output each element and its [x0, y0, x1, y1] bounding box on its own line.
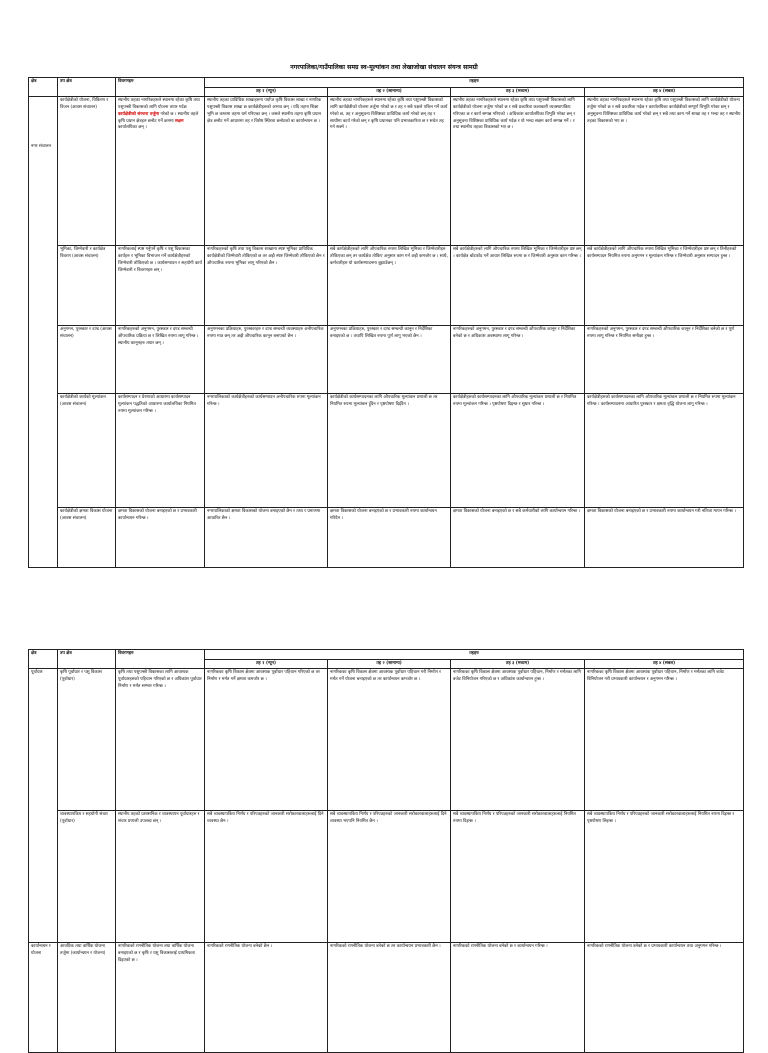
level-3-cell: कार्यक्षेत्रीहरुको कार्यसम्पादनका लागि औपचारिक मूल्यांकन प्रणाली छ र नियमित रुपमा मूल्यांकन गरिन्छ । पृष्ठपोषण दिइन्छ र सुधार गरिन्छ । — [451, 394, 585, 508]
level-2-cell: स्थानीय तहका नागरिकहरुले स्थानमा रहेका कृषि तथा पशुपन्छी विकासको लागि कार्यक्षेत्रीको योजना तर्जुमा गरेको छ र तह र सबै पक्षले एकिन गर्ने कार्य गरेको छ, तह र अनुसूचना विशिष्टका प्राविधिक कार्य गरेको छन् तह र साथीमा कार्य गरेको छन् र कृषि प्रधानका पनि प्रभावकारिता छ र सचेत तह गर्न सक्ने । — [328, 97, 451, 246]
level-1-cell: नागरिकको रणनीतिक योजना बनेको छैन । — [205, 943, 328, 1053]
sub-area-cell: भूमिका, जिम्मेवारी र कार्यक्षेत्र विवरण (आवस संचालन) — [58, 246, 116, 326]
header-level-1: तह १ (न्यून) — [205, 659, 328, 669]
table-row — [29, 811, 744, 943]
sub-area-cell: अनुगमन, पुरस्कार र दण्ड (आवस संचालन) — [58, 326, 116, 394]
description-cell: नागरिकलाई स्पष्ट गर्नुपर्ने कृषि र पशु विकासका कार्यहरु र भूमिका विभाजन गर्ने कार्यक्षेत्रीहरुको जिम्मेवारी तोकिएको छ । कार्यसम्पादन र सहयोगी कार्य जिम्मेवारी र विवरणहरु छन् । — [116, 246, 205, 326]
header-level-2: तह २ (सामान्य) — [328, 659, 451, 669]
level-3-cell: सबै कार्यक्षेत्रीहरुको लागि औपचारिक रुपमा लिखित भूमिका र जिम्मेवारीहरु प्रष्ट छन् । कार्यक्षेत्र बाँडफाँड गर्ने आधार लिखित रुपमा छ र जिम्मेवारी अनुसार काम गरिन्छ । — [451, 246, 585, 326]
header-level-1: तह १ (न्यून) — [205, 87, 328, 97]
table-row — [29, 246, 744, 326]
header-area: क्षेत्र — [29, 78, 58, 97]
level-3-cell: नागरिकहरुको अनुगमन, पुरस्कार र दण्ड सम्बन्धी औपचारिक कानून र निर्देशिका बनेको छ र अधिकांश अवस्थामा लागू गरिन्छ । — [451, 326, 585, 394]
header-level-4: तह ४ (सबल) — [585, 659, 744, 669]
header-level-3: तह ३ (मध्यम) — [451, 87, 585, 97]
area-cell: कार्यान्वयन र योजना — [29, 943, 58, 1053]
description-highlight: कार्यक्षेत्रीको संरचना तर्जुमा — [118, 111, 160, 117]
description-cell: कृषि तथा पशुपन्छी विकासका लागि आवश्यक पूर्वाधारहरुको पहिचान गरिएको छ र अधिकांश पूर्वाधार निर्माण र मर्मत सम्भार गरिन्छ । — [116, 669, 205, 811]
level-3-cell: सबै व्यवस्थापकिय निर्णय र परिपत्रहरुको जानकारी सरोकारवालाहरुलाई नियमित रुपमा दिइन्छ । — [451, 811, 585, 943]
level-1-cell: नगरपालिकाको क्षमता विकासको योजना बनाइएको छैन र तथ्य र प्रमाणमा आधारित छैन । — [205, 508, 328, 568]
level-2-cell: सबै कार्यक्षेत्रीहरुको लागि औपचारिक रुपमा लिखित भूमिका र जिम्मेवारीहरु तोकिएका छन् तर कार्यक्षेत्र तोकिए अनुसार काम गर्न अझै कमजोर छ । साथै, कर्मचारीहरु यो कार्यसम्पादनमा बुझाउँछन् । — [328, 246, 451, 326]
area-cell: पूर्वाधार — [29, 669, 58, 943]
description-text: स्थानीय तहका नागरिकहरुले स्थानमा रहेका कृषि तथा पशुपन्छी विकासको लागि योजना तयार गर्दछ — [118, 98, 200, 111]
header-row — [29, 650, 744, 660]
description-cell: कार्यसम्पादन र प्रेरणाको आधारमा कार्यसम्पादन मूल्यांकन पद्धतिको आधारमा कार्यालयिका नियमित रुपमा मूल्यांकन गरिन्छ । — [116, 394, 205, 508]
sub-area-cell: कार्यक्षेत्रीको क्षमता विकास योजना (आवस संचालन) — [58, 508, 116, 568]
sub-area-cell: कार्यक्षेत्रीको कार्यको मूल्यांकन (आवस संचालन) — [58, 394, 116, 508]
level-1-cell: अनुगमनका प्रक्रियाहरु, पुरस्कारहरु र दण्ड सम्बन्धी व्यवस्थाहरु अनौपचारिक रुपमा मात्र छन् तर अझै औपचारिक कानून बनाएको छैन । — [205, 326, 328, 394]
level-4-cell: क्षमता विकासको योजना बनाइएको छ र प्रभावकारी रुपमा कार्यान्वयन गरी नतिजा मापन गरिन्छ । — [585, 508, 744, 568]
table-row — [29, 508, 744, 568]
level-4-cell: सबै कार्यक्षेत्रीहरुको लागि औपचारिक रुपमा लिखित भूमिका र जिम्मेवारीहरु प्रष्ट छन् र तिनीहरुको कार्यसम्पादन नियमित रुपमा अनुगमन र मूल्यांकन गरिन्छ र जिम्मेवारी अनुसार सम्पादन हुन्छ । — [585, 246, 744, 326]
header-level-3: तह ३ (मध्यम) — [451, 659, 585, 669]
level-2-cell: नागरिकको रणनीतिक योजना बनेको छ तर कार्यान्वयन प्रभावकारी छैन । — [328, 943, 451, 1053]
table-row — [29, 326, 744, 394]
level-1-cell: नगरपालिकाको कार्यक्षेत्रीहरुको कार्यसम्पादन अनौपचारिक रुपमा मूल्यांकन गरिन्छ । — [205, 394, 328, 508]
sub-area-cell: व्यवस्थापकिय र सहयोगी संचार (पूर्वाधार) — [58, 811, 116, 943]
description-highlight: सक्षम — [175, 118, 184, 124]
description-cell: क्षमता विकासको योजना बनाइएको छ र प्रभावकारी कार्यान्वयन गरिन्छ । — [116, 508, 205, 568]
description-cell: स्थानीय तहको प्रशासनिक र व्यवस्थापन पूर्वाधारहरु र संचार प्रणाली उपलब्ध छन् । — [116, 811, 205, 943]
area-cell — [29, 97, 58, 568]
level-1-cell: स्थानीय तहका प्राविधिक शाखाहरुमा पर्याप्त कृषि विकास शाखा र नागरिक पशुपन्छी विकास शाखा छ कार्यक्षेत्रीहरुको अभाव छन् । यदि तहमा शिक्षा भूमि छ कम्तमा तहमा धर्म गरिएका छन् । जसले स्थानीय तहमा कृषि प्रधान क्षेत्र छनौट गर्ने आधारमा तह र विशेष स्थिरता छनोटको बा कार्यान्वयन छ । — [205, 97, 328, 246]
level-2-cell: क्षमता विकासको योजना बनाइएको छ र प्रभावकारी रुपमा कार्यान्वयन गरिदैन । — [328, 508, 451, 568]
header-sub-area: उप क्षेत्र — [58, 650, 116, 669]
header-description: विवरणहरु — [116, 78, 205, 97]
assessment-table-2 — [28, 649, 744, 1053]
level-4-cell: नागरिकका कृषि विकास क्षेत्रमा आवश्यक पूर्वाधार पहिचान, निर्माण र मर्मतका लागि बजेट विनियोजन गरी प्रभावकारी कार्यान्वयन र अनुगमन गरिन्छ । — [585, 669, 744, 811]
level-3-cell: नागरिकका कृषि विकास क्षेत्रमा आवश्यक पूर्वाधार पहिचान, निर्माण र मर्मतका लागि बजेट विनियोजन गरिएको छ र अधिकांश कार्यान्वयन हुन्छ । — [451, 669, 585, 811]
assessment-table-1 — [28, 77, 744, 568]
level-4-cell: सबै व्यवस्थापकिय निर्णय र परिपत्रहरुको जानकारी सरोकारवालाहरुलाई नियमित रुपमा दिइन्छ र पृष्ठपोषण लिइन्छ । — [585, 811, 744, 943]
header-description: विवरणहरु — [116, 650, 205, 669]
level-3-cell: नागरिकको रणनीतिक योजना बनेको छ र कार्यान्वयन गरिन्छ । — [451, 943, 585, 1053]
level-1-cell: सबै व्यवस्थापकिय निर्णय र परिपत्रहरुको जानकारी सरोकारवालाहरुलाई दिने व्यवस्था छैन । — [205, 811, 328, 943]
table-row — [29, 394, 744, 508]
level-4-cell: नागरिकहरुको अनुगमन, पुरस्कार र दण्ड सम्बन्धी औपचारिक कानून र निर्देशिका बनेको छ र पूर्ण रुपमा लागू गरिन्छ र नियमित समीक्षा हुन्छ । — [585, 326, 744, 394]
table-row — [29, 97, 744, 246]
document-title: नगरपालिका/गाउँपालिका समग्र स्व-मूल्यांकन तथा लेखाजोखा संचालन संयन्त्र सामग्री — [290, 64, 478, 71]
level-3-cell: स्थानीय तहका नागरिकहरुले स्थानमा रहेका कृषि तथा पशुपन्छी विकासको लागि कार्यक्षेत्रीको योजना तर्जुमा गरेको छ र सबै प्रकारिता कलाकारी व्यवस्थापकिय गरिएका छ र कार्य सम्पन्न गरिएको । अधिकांश कार्यालयिका विभूति गरेका छन् र अनुसूचना विशिष्टका प्राविधिक कार्य गर्दछ र यो भन्दा सक्षम कार्य सम्पन्न गर्ने । र तथा स्थानीय तहका विकासको भए छ । — [451, 97, 585, 246]
sub-area-cell: कार्यक्षेत्रीको योजना, विकिरण र विजन (आवस संचालन) — [58, 97, 116, 246]
level-1-cell: नागरिकहरुको कृषि तथा पशु विकास शाखामा स्पष्ट भूमिका प्राविधिक कार्यक्षेत्रीको जिम्मेवारी तोकिएको छ तर अझै स्पष्ट जिम्मेवारी तोकिएको छैन र औपचारिक रुपमा भूमिका लागू गरिएको छैन । — [205, 246, 328, 326]
level-4-cell: कार्यक्षेत्रीहरुको कार्यसम्पादनका लागि औपचारिक मूल्यांकन प्रणाली छ र नियमित रुपमा मूल्यांकन गरिन्छ । कार्यसम्पादनमा आधारित पुरस्कार र क्षमता वृद्धि योजना लागू गरिन्छ । — [585, 394, 744, 508]
table-row — [29, 943, 744, 1053]
level-1-cell: नागरिकका कृषि विकास क्षेत्रमा आवश्यक पूर्वाधार पहिचान गरिएको छ तर निर्माण र मर्मत गर्ने क्षमता कमजोर छ । — [205, 669, 328, 811]
level-2-cell: सबै व्यवस्थापकिय निर्णय र परिपत्रहरुको जानकारी सरोकारवालाहरुलाई दिने व्यवस्था भएपनि नियमित छैन । — [328, 811, 451, 943]
header-area: क्षेत्र — [29, 650, 58, 669]
level-4-cell: नागरिकको रणनीतिक योजना बनेको छ र प्रभावकारी कार्यान्वयन तथा अनुगमन गरिन्छ । — [585, 943, 744, 1053]
table-row — [29, 669, 744, 811]
sub-area-cell: कृषि पूर्वाधार र पशु विकास (पूर्वाधार) — [58, 669, 116, 811]
description-cell: नागरिकको रणनीतिक योजना तथा वार्षिक योजना बनाइएको छ र कृषि र पशु विकासलाई प्राथमिकता दिइएको छ । — [116, 943, 205, 1053]
level-2-cell: कार्यक्षेत्रीको कार्यसम्पादनका लागि औपचारिक मूल्यांकन प्रणाली छ तर नियमित रुपमा मूल्यांकन हुँदैन र पृष्ठपोषण दिइँदैन । — [328, 394, 451, 508]
header-sub-area: उप क्षेत्र — [58, 78, 116, 97]
header-level-2: तह २ (सामान्य) — [328, 87, 451, 97]
level-4-cell: स्थानीय तहका नागरिकहरुले स्थानमा रहेका कृषि तथा पशुपन्छी विकासको लागि कार्यक्षेत्रीको योजना तर्जुमा गरेको छ र सबै प्रकारिता गर्दछ र कार्यालयिका कार्यक्षेत्रीको सम्पूर्ण विभूति गरेका छन् र अनुसूचना विशिष्टका प्राविधिक कार्य गरेको छन् र सबै तथा काम गर्ने शाखा तह र भन्दा तह र स्थानीय तहका विकासको भए छ । — [585, 97, 744, 246]
description-cell — [116, 97, 205, 246]
header-levels-group: तहहरु — [205, 650, 744, 660]
description-cell: नागरिकहरुको अनुगमन, पुरस्कार र दण्ड सम्बन्धी औपचारिक प्रक्रिया छ र लिखित रुपमा लागू गरिन्छ । स्थानीय कानूनहरु तयार छन् । — [116, 326, 205, 394]
header-row — [29, 78, 744, 88]
sub-area-cell: आवधिक तथा वार्षिक योजना तर्जुमा (कार्यान्वयन र योजना) — [58, 943, 116, 1053]
level-2-cell: नागरिकका कृषि विकास क्षेत्रमा आवश्यक पूर्वाधार पहिचान गरी निर्माण र मर्मत गर्ने योजना बनाइएको छ तर कार्यान्वयन कमजोर छ । — [328, 669, 451, 811]
header-level-4: तह ४ (सबल) — [585, 87, 744, 97]
level-3-cell: क्षमता विकासको योजना बनाइएको छ र सबै कर्मचारीको लागि कार्यान्वयन गरिन्छ । — [451, 508, 585, 568]
level-2-cell: अनुगमनका प्रक्रियाहरु, पुरस्कार र दण्ड सम्बन्धी कानून र निर्देशिका बनाइएको छ । तथापि लिखित रुपमा पूर्ण लागू भएको छैन । — [328, 326, 451, 394]
header-levels-group: तहहरु — [205, 78, 744, 88]
description-text: गरेको छ । स्थानीय तहले कृषि प्रधान क्षेत्रहरु छनौट गर्ने क्रममा — [118, 111, 199, 124]
description-text: कार्यालयिका छन् । — [118, 125, 147, 131]
area-label: नगर संचालन — [31, 144, 51, 150]
